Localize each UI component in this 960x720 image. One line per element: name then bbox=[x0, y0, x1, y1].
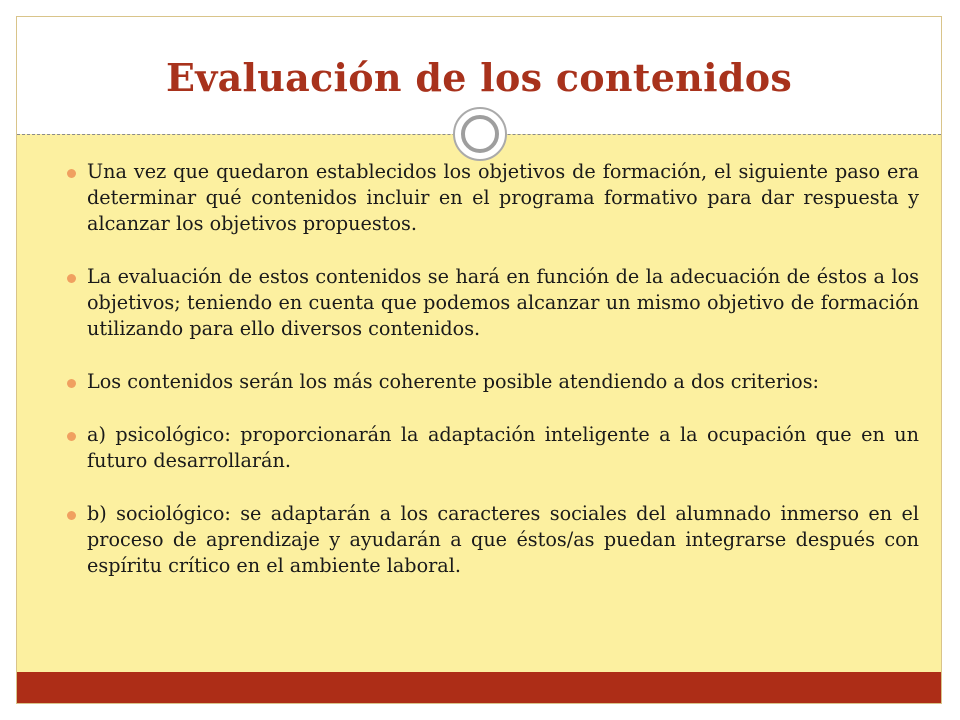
footer-bar bbox=[17, 672, 941, 704]
bullet-list bbox=[67, 159, 919, 606]
bullet-text: a) psicológico: proporcionarán la adaptación inteligente a la ocupación que en un futuro desarrollarán. bbox=[87, 423, 919, 472]
bullet-item bbox=[67, 422, 919, 474]
bullet-text: Los contenidos serán los más coherente posible atendiendo a dos criterios: bbox=[87, 370, 820, 393]
bullet-text: Una vez que quedaron establecidos los objetivos de formación, el siguiente paso era determinar qué contenidos incluir en el programa formativo para dar respuesta y alcanzar los objetivos propuestos. bbox=[87, 160, 919, 235]
bullet-item bbox=[67, 264, 919, 342]
circle-ornament-icon bbox=[453, 107, 507, 161]
bullet-dot-icon bbox=[67, 379, 76, 388]
bullet-item bbox=[67, 501, 919, 579]
slide bbox=[16, 16, 942, 704]
bullet-text: La evaluación de estos contenidos se hará en función de la adecuación de éstos a los objetivos; teniendo en cuenta que podemos alcanzar un mismo objetivo de formación utilizando para ello diversos contenidos. bbox=[87, 265, 919, 340]
bullet-text: b) sociológico: se adaptarán a los caracteres sociales del alumnado inmerso en el proceso de aprendizaje y ayudarán a que éstos/as puedan integrarse después con espíritu crítico en el ambiente laboral. bbox=[87, 502, 919, 577]
bullet-dot-icon bbox=[67, 274, 76, 283]
bullet-dot-icon bbox=[67, 432, 76, 441]
bullet-item bbox=[67, 159, 919, 237]
bullet-item bbox=[67, 369, 919, 395]
slide-title: Evaluación de los contenidos bbox=[165, 55, 793, 100]
bullet-dot-icon bbox=[67, 169, 76, 178]
bullet-dot-icon bbox=[67, 511, 76, 520]
